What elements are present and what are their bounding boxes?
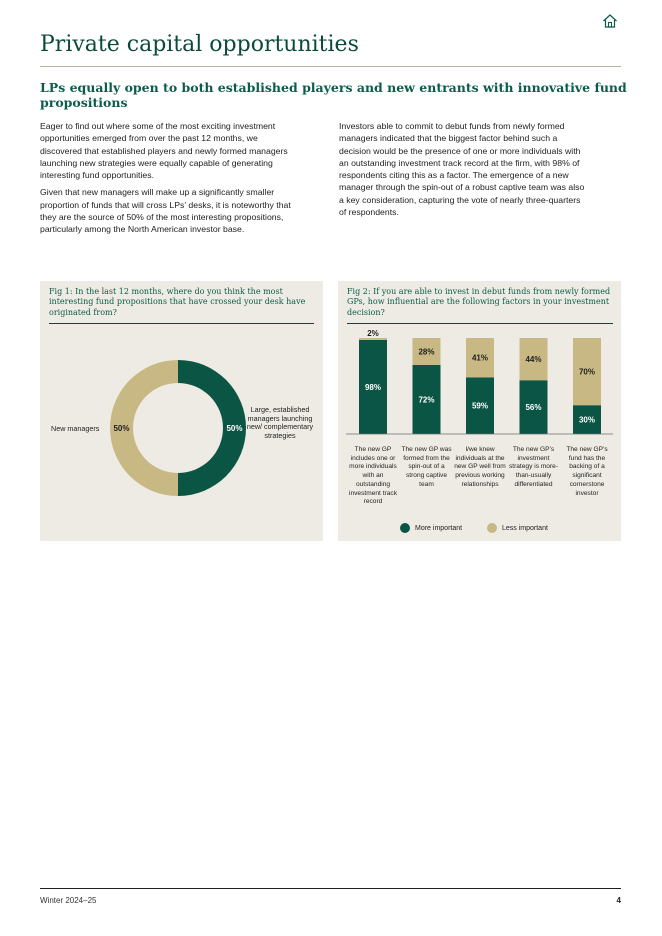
body-paragraph: Eager to find out where some of the most exciting investment opportunities emerged from over the past 12 months, we discovered that established players and newly formed managers launching new strategies were equally capable of generating interesting fund opportunities. (40, 121, 288, 181)
bar-label-more: 98% (364, 382, 382, 392)
bar-label-less: 44% (525, 355, 542, 365)
body-right-column (339, 120, 589, 223)
bar-label-less: 41% (471, 353, 489, 363)
body-paragraph: Investors able to commit to debut funds from newly formed managers indicated that the biggest factor behind such a decision would be the presence of one or more individuals with an outstanding investment track record at the firm, with 98% of respondents citing this as a factor. The emergence of a new manager through the spin-out of a robust captive team was also a key consideration, capturing the vote of nearly three-quarters of respondents. (339, 121, 585, 218)
x-tick-label: The new GP was formed from the spin-out of a strong captive team (401, 446, 452, 488)
bar-label-less: 28% (418, 347, 435, 357)
legend-label: More important (415, 524, 463, 532)
fig1-right-label: Large, established managers launching new/ complementary strategies (246, 405, 314, 440)
page-number: 4 (616, 896, 621, 905)
fig1-left-label: New managers (51, 424, 100, 433)
bar-label-more: 56% (525, 403, 542, 413)
x-tick-label: The new GP’s investment strategy is more-than-usually differentiated (508, 446, 559, 488)
fig2-caption: Fig 2: If you are able to invest in debut funds from newly formed GPs, how influential are the following factors in your investment decision? (347, 287, 611, 317)
body-paragraph: Given that new managers will make up a significantly smaller proportion of funds that will cross LPs’ desks, it is noteworthy that they are the source of 50% of the most interesting propositions, particularly among the North American investor base. (40, 187, 291, 235)
fig1-caption: Fig 1: In the last 12 months, where do you think the most interesting fund propositions that have crossed your desk have originated from? (49, 287, 306, 317)
legend-label: Less important (502, 524, 548, 532)
legend-more-important (400, 523, 462, 533)
body-left-column (40, 120, 292, 241)
legend-less-important (487, 523, 548, 533)
x-tick-label: The new GP’s fund has the backing of a significant cornerstone investor (566, 446, 608, 497)
legend-swatch-less (487, 523, 497, 533)
page-subtitle: LPs equally open to both established players and new entrants with innovative fund propositions (40, 80, 627, 110)
x-tick-label: The new GP includes one or more individuals with an outstanding investment track record (348, 446, 397, 506)
x-tick-label: I/we knew individuals at the new GP well from previous working relationships (454, 446, 506, 488)
fig1-caption-rule (49, 323, 314, 324)
bar-label-more: 72% (418, 395, 435, 405)
donut-label-new-managers: 50% (113, 424, 130, 433)
footer-divider (40, 888, 621, 889)
home-icon[interactable] (602, 13, 618, 29)
footer-edition: Winter 2024–25 (40, 896, 97, 905)
donut-label-established: 50% (226, 424, 243, 433)
legend-swatch-more (400, 523, 410, 533)
bar-label-less: 70% (578, 367, 596, 377)
bar-label-more: 30% (578, 415, 596, 425)
title-divider (40, 66, 621, 67)
page-title: Private capital opportunities (40, 32, 359, 57)
bar-label-more: 59% (471, 401, 489, 411)
bar-less-important (359, 338, 387, 340)
bar-label-less: 2% (367, 329, 379, 338)
